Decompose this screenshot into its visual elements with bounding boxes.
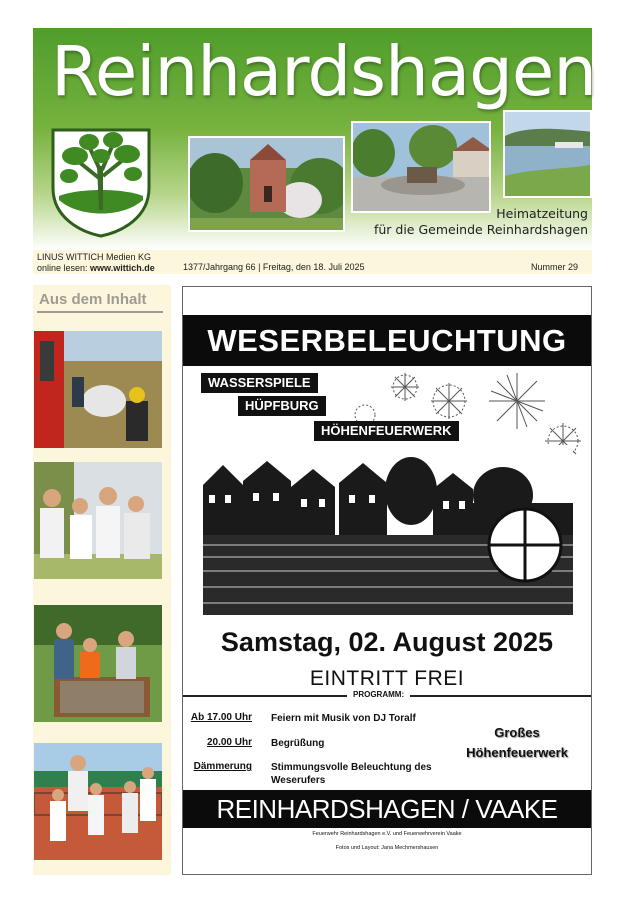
online-line — [37, 263, 155, 274]
publisher-name: LINUS WITTICH Medien KG — [37, 252, 152, 262]
highlight-line-1: Großes — [494, 725, 540, 740]
church-photo — [188, 136, 345, 232]
tag-huepfburg: HÜPFBURG — [238, 396, 326, 416]
photo-credit: Fotos und Layout: Jana Mechmershausen — [335, 845, 439, 851]
event-date: Samstag, 02. August 2025 — [220, 627, 554, 657]
village-square-photo — [351, 121, 491, 213]
masthead — [33, 28, 597, 250]
sidebar-divider — [37, 311, 163, 313]
issue-number: Nummer 29 — [530, 262, 578, 272]
program-label: PROGRAMM: — [347, 690, 410, 699]
tag-wasserspiele: WASSERSPIELE — [201, 373, 318, 393]
coat-of-arms-icon — [49, 126, 153, 238]
issue-info-bar — [33, 250, 592, 274]
contents-sidebar — [33, 285, 171, 875]
riverside-scene-image — [203, 445, 573, 615]
online-prefix: online lesen: — [37, 263, 91, 273]
program-text-1: Feiern mit Musik von DJ Toralf — [271, 713, 416, 724]
issue-date: 1377/Jahrgang 66 | Freitag, den 18. Juli 2025 — [183, 262, 365, 272]
publisher-block — [37, 252, 155, 274]
organizer-credit: Feuerwehr Reinhardshagen e.V. und Feuerwehrverein Vaake — [312, 831, 462, 837]
river-photo — [503, 110, 592, 198]
firefighters-thumbnail[interactable] — [34, 331, 162, 448]
sandbox-project-thumbnail[interactable] — [34, 605, 162, 722]
subtitle-line-2: für die Gemeinde Reinhardshagen — [373, 222, 588, 237]
poster-location: REINHARDSHAGEN / VAAKE — [183, 790, 591, 828]
highlight-line-2: Höhenfeuerwerk — [466, 745, 568, 760]
newspaper-title: Reinhardshagen — [51, 32, 597, 112]
program-text-3: Stimmungsvolle Beleuchtung des Weserufers — [271, 762, 432, 786]
program-time-2: 20.00 Uhr — [206, 737, 252, 748]
team-photo-thumbnail[interactable] — [34, 462, 162, 579]
subtitle-line-1: Heimatzeitung — [496, 206, 588, 221]
fireworks-highlight — [457, 723, 577, 763]
event-poster — [182, 286, 592, 875]
tennis-kids-thumbnail[interactable] — [34, 743, 162, 860]
online-url-link[interactable]: www.wittich.de — [90, 263, 155, 273]
program-time-3: Dämmerung — [193, 761, 252, 772]
poster-headline: WESERBELEUCHTUNG — [183, 315, 591, 366]
entry-note: EINTRITT FREI — [309, 667, 465, 690]
tag-hoehenfeuerwerk: HÖHENFEUERWERK — [314, 421, 459, 441]
masthead-subtitle — [374, 206, 588, 238]
program-text-2: Begrüßung — [271, 738, 325, 749]
program-time-1: Ab 17.00 Uhr — [190, 712, 252, 723]
sidebar-title: Aus dem Inhalt — [39, 291, 147, 308]
